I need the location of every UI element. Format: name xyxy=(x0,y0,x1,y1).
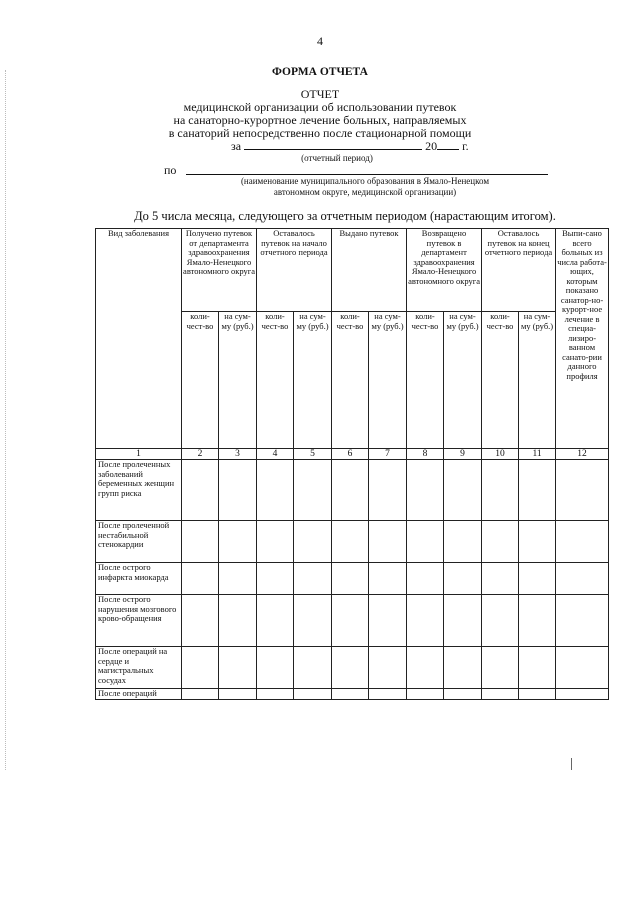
deadline-text: До 5 числа месяца, следующего за отчетным периодом (нарастающим итогом). xyxy=(134,209,556,223)
data-cell[interactable] xyxy=(294,689,332,700)
data-cell[interactable] xyxy=(482,521,519,563)
data-cell[interactable] xyxy=(407,595,444,647)
subheader-qty: коли-чест-во xyxy=(482,312,519,449)
period-line xyxy=(231,139,469,154)
table-row xyxy=(96,563,609,595)
report-table xyxy=(95,228,609,700)
row-label: После пролеченной нестабильной стенокардии xyxy=(96,521,182,563)
row-label: После пролеченных заболеваний беременных женщин групп риска xyxy=(96,460,182,521)
subheader-sum: на сум-му (руб.) xyxy=(444,312,482,449)
data-cell[interactable] xyxy=(556,460,609,521)
period-blank[interactable] xyxy=(244,149,422,150)
data-cell[interactable] xyxy=(257,521,294,563)
data-cell[interactable] xyxy=(182,563,219,595)
data-cell[interactable] xyxy=(182,595,219,647)
report-title-line: в санаторий непосредственно после стационарной помощи xyxy=(168,126,472,140)
data-cell[interactable] xyxy=(332,647,369,689)
column-number: 8 xyxy=(407,449,444,460)
data-cell[interactable] xyxy=(257,563,294,595)
row-label: После острого нарушения мозгового крово-обращения xyxy=(96,595,182,647)
data-cell[interactable] xyxy=(369,689,407,700)
data-cell[interactable] xyxy=(444,689,482,700)
column-number: 3 xyxy=(219,449,257,460)
data-cell[interactable] xyxy=(556,595,609,647)
data-cell[interactable] xyxy=(182,647,219,689)
period-prefix: за xyxy=(231,139,242,153)
header-returned: Возвращено путевок в департамент здравоохранения Ямало-Ненецкого автономного округа xyxy=(407,229,482,312)
data-cell[interactable] xyxy=(482,689,519,700)
data-cell[interactable] xyxy=(482,563,519,595)
column-number: 4 xyxy=(257,449,294,460)
column-number: 12 xyxy=(556,449,609,460)
subheader-sum: на сум-му (руб.) xyxy=(519,312,556,449)
data-cell[interactable] xyxy=(407,647,444,689)
table-row xyxy=(96,460,609,521)
report-title-line: на санаторно-курортное лечение больных, направляемых xyxy=(173,113,467,127)
subheader-qty: коли-чест-во xyxy=(182,312,219,449)
header-discharged: Выпи-сано всего больных из числа работа-ющих, которым показано санатор-но-курорт-ное лечение в специа-лизиро-ванном санато-рии данного профиля xyxy=(556,229,609,449)
report-title-line: медицинской организации об использовании путевок xyxy=(183,100,457,114)
data-cell[interactable] xyxy=(444,460,482,521)
data-cell[interactable] xyxy=(219,689,257,700)
column-number: 7 xyxy=(369,449,407,460)
data-cell[interactable] xyxy=(219,647,257,689)
data-cell[interactable] xyxy=(369,563,407,595)
data-cell[interactable] xyxy=(294,521,332,563)
data-cell[interactable] xyxy=(332,689,369,700)
column-number: 2 xyxy=(182,449,219,460)
data-cell[interactable] xyxy=(219,595,257,647)
data-cell[interactable] xyxy=(294,647,332,689)
report-title-line: ОТЧЕТ xyxy=(300,87,340,101)
data-cell[interactable] xyxy=(182,689,219,700)
column-number: 6 xyxy=(332,449,369,460)
data-cell[interactable] xyxy=(407,689,444,700)
recipient-note xyxy=(200,176,530,198)
data-cell[interactable] xyxy=(556,647,609,689)
data-cell[interactable] xyxy=(219,521,257,563)
data-cell[interactable] xyxy=(444,521,482,563)
column-number: 10 xyxy=(482,449,519,460)
data-cell[interactable] xyxy=(519,647,556,689)
data-cell[interactable] xyxy=(294,563,332,595)
data-cell[interactable] xyxy=(332,563,369,595)
row-label: После операций xyxy=(96,689,182,700)
table-row xyxy=(96,689,609,700)
period-note: (отчетный период) xyxy=(301,153,373,163)
data-cell[interactable] xyxy=(369,647,407,689)
subheader-qty: коли-чест-во xyxy=(257,312,294,449)
header-disease: Вид заболевания xyxy=(96,229,182,449)
data-cell[interactable] xyxy=(556,689,609,700)
data-cell[interactable] xyxy=(369,460,407,521)
data-cell[interactable] xyxy=(556,521,609,563)
header-received: Получено путевок от департамента здравоохранения Ямало-Ненецкого автономного округа xyxy=(182,229,257,312)
recipient-note-line: (наименование муниципального образования в Ямало-Ненецком xyxy=(240,176,490,186)
header-start-balance: Оставалось путевок на начало отчетного периода xyxy=(257,229,332,312)
data-cell[interactable] xyxy=(444,595,482,647)
recipient-note-line: автономном округе, медицинской организации) xyxy=(273,187,457,197)
data-cell[interactable] xyxy=(182,460,219,521)
period-year-suffix: г. xyxy=(462,139,469,153)
subheader-sum: на сум-му (руб.) xyxy=(219,312,257,449)
margin-scan-dots xyxy=(5,70,6,770)
table-row xyxy=(96,647,609,689)
data-cell[interactable] xyxy=(369,521,407,563)
table-header-row xyxy=(96,229,609,312)
recipient-blank[interactable] xyxy=(186,174,548,175)
subheader-qty: коли-чест-во xyxy=(332,312,369,449)
recipient-prefix: по xyxy=(164,163,177,177)
subheader-sum: на сум-му (руб.) xyxy=(369,312,407,449)
data-cell[interactable] xyxy=(182,521,219,563)
data-cell[interactable] xyxy=(556,563,609,595)
data-cell[interactable] xyxy=(257,689,294,700)
form-title: ФОРМА ОТЧЕТА xyxy=(272,66,368,78)
column-number: 9 xyxy=(444,449,482,460)
data-cell[interactable] xyxy=(369,595,407,647)
scan-mark xyxy=(571,758,573,770)
table-row xyxy=(96,595,609,647)
data-cell[interactable] xyxy=(519,521,556,563)
page-number: 4 xyxy=(317,34,323,48)
data-cell[interactable] xyxy=(257,460,294,521)
data-cell[interactable] xyxy=(519,460,556,521)
data-cell[interactable] xyxy=(407,563,444,595)
data-cell[interactable] xyxy=(444,563,482,595)
data-cell[interactable] xyxy=(332,460,369,521)
column-number: 11 xyxy=(519,449,556,460)
data-cell[interactable] xyxy=(407,521,444,563)
period-year-blank[interactable] xyxy=(437,149,459,150)
data-cell[interactable] xyxy=(332,521,369,563)
data-cell[interactable] xyxy=(257,595,294,647)
row-label: После острого инфаркта миокарда xyxy=(96,563,182,595)
report-title xyxy=(0,88,640,140)
subheader-qty: коли-чест-во xyxy=(407,312,444,449)
data-cell[interactable] xyxy=(407,460,444,521)
data-cell[interactable] xyxy=(482,595,519,647)
row-label: После операций на сердце и магистральных сосудах xyxy=(96,647,182,689)
data-cell[interactable] xyxy=(294,595,332,647)
column-number: 5 xyxy=(294,449,332,460)
data-cell[interactable] xyxy=(519,689,556,700)
data-cell[interactable] xyxy=(482,647,519,689)
header-end-balance: Оставалось путевок на конец отчетного периода xyxy=(482,229,556,312)
data-cell[interactable] xyxy=(519,563,556,595)
data-cell[interactable] xyxy=(444,647,482,689)
data-cell[interactable] xyxy=(294,460,332,521)
data-cell[interactable] xyxy=(482,460,519,521)
data-cell[interactable] xyxy=(519,595,556,647)
column-number-row xyxy=(96,449,609,460)
period-year-prefix: 20 xyxy=(425,139,438,153)
column-number: 1 xyxy=(96,449,182,460)
data-cell[interactable] xyxy=(219,460,257,521)
subheader-sum: на сум-му (руб.) xyxy=(294,312,332,449)
table-row xyxy=(96,521,609,563)
data-cell[interactable] xyxy=(257,647,294,689)
data-cell[interactable] xyxy=(219,563,257,595)
header-issued: Выдано путевок xyxy=(332,229,407,312)
data-cell[interactable] xyxy=(332,595,369,647)
